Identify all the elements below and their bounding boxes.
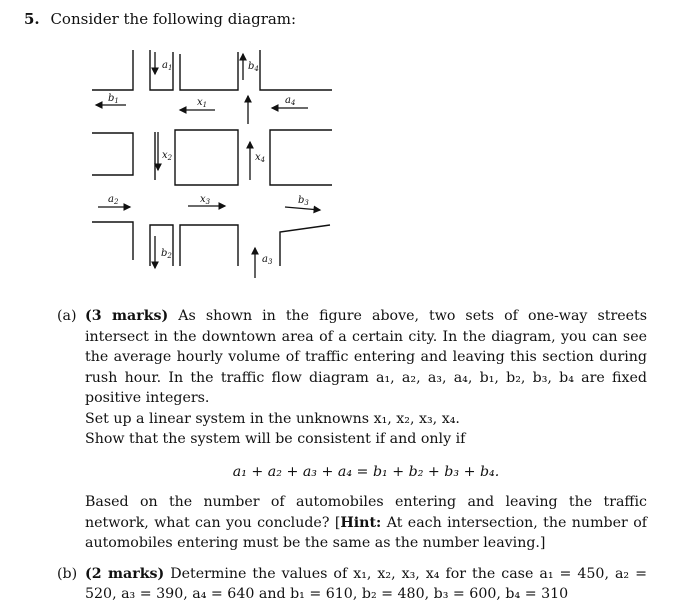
street-block-center [175,130,238,185]
part-a-label: (a) [57,308,77,324]
flow-arrows [96,52,320,278]
hint-open-bracket: [ [334,514,341,531]
street-corner-bottom-mid-right [180,225,238,266]
street-corner-bottom-left [92,222,133,260]
arrow-b3 [285,207,320,210]
street-block-right [270,130,332,185]
part-a-marks: (3 marks) [85,308,169,324]
part-b-label: (b) [57,565,78,582]
consistency-equation: a₁ + a₂ + a₃ + a₄ = b₁ + b₂ + b₃ + b₄. [232,463,500,480]
label-x3: $x_3$ [200,194,211,206]
street-corner-bottom-right [280,225,330,266]
street-corner-top-left [92,50,133,90]
label-x2: $x_2$ [162,150,173,162]
hint-text: At each intersection, the number of automobiles entering must be the same as the number leaving.] [85,514,647,551]
question-heading [24,10,296,28]
part-b-text [85,564,647,605]
label-a4: $a_4$ [285,95,296,107]
label-b1: $b_1$ [108,93,119,105]
part-b [57,564,647,605]
street-corner-top-mid-right [180,52,238,90]
question-number: 5. [24,10,40,28]
label-x4: $x_4$ [255,152,266,164]
part-a [57,306,647,554]
label-a3: $a_3$ [262,254,273,266]
label-b3: $b_3$ [298,195,309,207]
part-a-show: Show that the system will be consistent if and only if [85,431,466,447]
part-a-conclude [85,492,647,554]
label-a1: $a_1$ [162,60,173,72]
street-block-left [92,133,133,175]
label-b2: $b_2$ [161,248,172,260]
part-a-setup: Set up a linear system in the unknowns x₁, x₂, x₃, x₄. [85,410,460,427]
part-b-marks: (2 marks) [85,565,165,582]
hint-label: Hint: [340,514,382,531]
part-a-conclude-text: Based on the number of automobiles entering and leaving the traffic network, what can you conclude? [85,494,647,531]
label-b4: $b_4$ [248,61,259,73]
label-x1: $x_1$ [197,97,208,109]
part-a-intro [85,306,647,409]
question-parts [57,306,647,605]
street-corner-top-right [260,50,332,90]
part-a-intro-text: As shown in the figure above, two sets of one-way streets intersect in the downtown area of a certain city. In the diagram, you can see the average hourly volume of traffic entering and leaving this section during rush hour. In the traffic flow diagram a₁, a₂, a₃, a₄, b₁, b₂, b₃, b₄ are fixed positive integers. [85,308,647,406]
part-b-body: Determine the values of x₁, x₂, x₃, x₄ for the case a₁ = 450, a₂ = 520, a₃ = 390, a₄ = 640 and b₁ = 610, b₂ = 480, b₃ = 600, b₄ = 310 [85,565,647,602]
street-lines [92,50,332,266]
label-a2: $a_2$ [108,194,119,206]
question-prompt: Consider the following diagram: [50,10,297,28]
traffic-flow-diagram [80,40,340,290]
